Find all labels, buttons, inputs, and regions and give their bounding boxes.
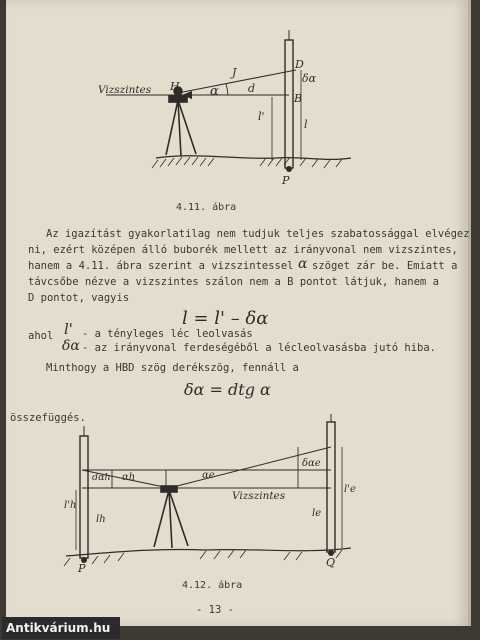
l-prime-label: l' (258, 110, 265, 123)
point-h-label: H (170, 80, 180, 93)
delta-alpha-label: δα (302, 72, 317, 85)
distance-d-label: d (248, 82, 256, 95)
alpha-h-label: αh (122, 472, 136, 483)
formula-l: l = l' – δα (182, 308, 269, 329)
watermark-label: Antikvárium.hu (2, 617, 120, 639)
d-alpha-h-label: dαh (92, 472, 111, 483)
def-text-1: - a tényleges léc leolvasás (82, 328, 253, 340)
alpha-label: α (210, 84, 219, 99)
horizontal-label-top: Vizszintes (98, 84, 152, 96)
horizontal-label-bottom: Vizszintes (232, 490, 286, 502)
l-prime-h-label: l'h (64, 500, 77, 511)
alpha-symbol: α (298, 256, 308, 272)
delta-alpha-e-label: δαe (302, 458, 321, 469)
point-d-label: D (295, 58, 304, 71)
formula-delta: δα = dtg α (184, 380, 271, 399)
paragraph-line: Minthogy a HBD szög derékszög, fennáll a (46, 362, 299, 374)
point-p-label: P (282, 174, 290, 187)
paragraph-line: ni, ezért középen álló buborék mellett az irányvonal nem vizszintes, (28, 244, 458, 256)
point-p-label-bottom: P (78, 562, 86, 575)
alpha-e-label: αe (202, 470, 215, 481)
point-b-label: B (294, 92, 303, 105)
leveling-staff (285, 40, 293, 168)
paragraph-line: szöget zár be. Emiatt a (312, 260, 458, 272)
l-e-label: le (312, 508, 322, 519)
ahol-word: ahol (28, 330, 54, 342)
l-prime-e-label: l'e (344, 484, 356, 495)
def-symbol-l-prime: l' (64, 320, 73, 338)
paragraph-line: D pontot, vagyis (28, 292, 130, 304)
l-label: l (304, 118, 308, 131)
figure-4-12-caption: 4.12. ábra (182, 580, 243, 591)
def-symbol-delta: δα (62, 338, 80, 354)
figure-4-11-caption: 4.11. ábra (176, 202, 237, 213)
book-page (6, 0, 476, 626)
right-staff (327, 422, 335, 552)
paragraph-line: távcsőbe nézve a vizszintes szálon nem a B pontot látjuk, hanem a (28, 276, 439, 288)
sight-j-label: J (232, 66, 237, 79)
page-number: - 13 - (196, 604, 234, 616)
paragraph-line: hanem a 4.11. ábra szerint a vizszintessel (28, 260, 294, 272)
left-staff (80, 436, 88, 558)
point-q-label: Q (326, 556, 336, 569)
paragraph-line: összefüggés. (10, 412, 86, 424)
l-h-label: lh (96, 514, 106, 525)
paragraph-line: Az igazítást gyakorlatilag nem tudjuk teljes szabatossággal elvégez- (46, 228, 476, 240)
def-text-2: - az irányvonal ferdeségéből a lécleolvasásba jutó hiba. (82, 342, 437, 354)
